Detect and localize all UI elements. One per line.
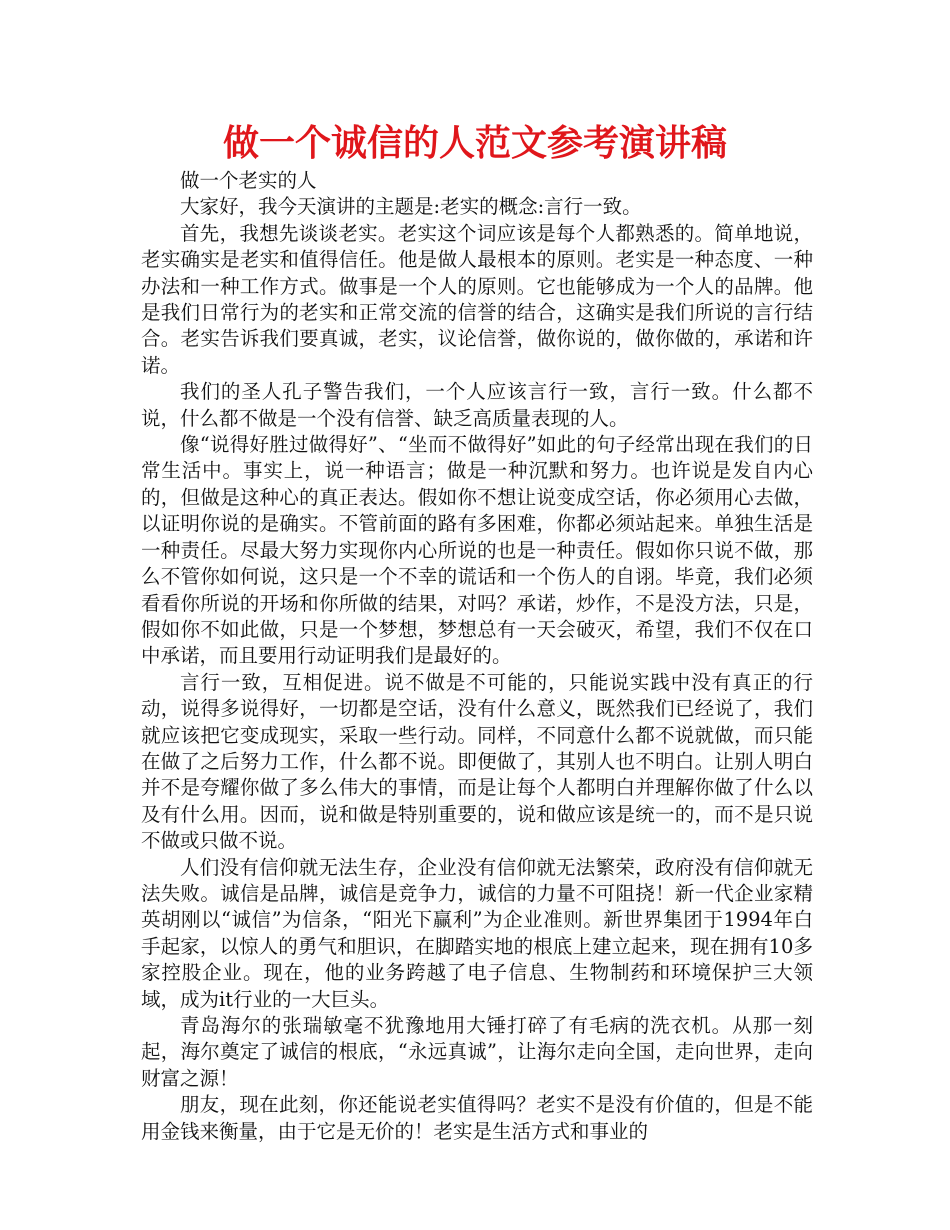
- document-title: 做一个诚信的人范文参考演讲稿: [222, 123, 727, 164]
- paragraph: 大家好，我今天演讲的主题是:老实的概念:言行一致。: [180, 195, 642, 219]
- paragraph: 青岛海尔的张瑞敏毫不犹豫地用大锤打碎了有毛病的洗衣机。从那一刻起，海尔奠定了诚信的根底，“永远真诚”，让海尔走向全国，走向世界，走向财富之源！: [141, 1014, 813, 1090]
- paragraph: 首先，我想先谈谈老实。老实这个词应该是每个人都熟悉的。简单地说，老实确实是老实和值得信任。他是做人最根本的原则。老实是一种态度、一种办法和一种工作方式。做事是一个人的原则。它也能够成为一个人的品牌。他是我们日常行为的老实和正常交流的信誉的结合，这确实是我们所说的言行结合。老实告诉我们要真诚，老实，议论信誉，做你说的，做你做的，承诺和许诺。: [141, 221, 813, 377]
- paragraph: 做一个老实的人: [180, 169, 317, 192]
- paragraph: 人们没有信仰就无法生存，企业没有信仰就无法繁荣，政府没有信仰就无法失败。诚信是品牌，诚信是竞争力，诚信的力量不可阻挠！新一代企业家精英胡刚以“诚信”为信条，“阳光下赢利”为企业准则。新世界集团于1994年白手起家，以惊人的勇气和胆识，在脚踏实地的根底上建立起来，现在拥有10多家控股企业。现在，他的业务跨越了电子信息、生物制药和环境保护三大领域，成为it行业的一大巨头。: [141, 855, 813, 1011]
- paragraph: 我们的圣人孔子警告我们，一个人应该言行一致，言行一致。什么都不说，什么都不做是一个没有信誉、缺乏高质量表现的人。: [141, 380, 813, 430]
- document-body: [141, 168, 813, 1145]
- paragraph: 朋友，现在此刻，你还能说老实值得吗？老实不是没有价值的，但是不能用金钱来衡量，由于它是无价的！老实是生活方式和事业的: [141, 1093, 813, 1143]
- paragraph: 言行一致，互相促进。说不做是不可能的，只能说实践中没有真正的行动，说得多说得好，一切都是空话，没有什么意义，既然我们已经说了，我们就应该把它变成现实，采取一些行动。同样，不同意什么都不说就做，而只能在做了之后努力工作，什么都不说。即便做了，其别人也不明白。让别人明白并不是夸耀你做了多么伟大的事情，而是让每个人都明白并理解你做了什么以及有什么用。因而，说和做是特别重要的，说和做应该是统一的，而不是只说不做或只做不说。: [141, 670, 813, 853]
- paragraph: 像“说得好胜过做得好”、“坐而不做得好”如此的句子经常出现在我们的日常生活中。事实上，说一种语言；做是一种沉默和努力。也许说是发自内心的，但做是这种心的真正表达。假如你不想让说变成空话，你必须用心去做，以证明你说的是确实。不管前面的路有多困难，你都必须站起来。单独生活是一种责任。尽最大努力实现你内心所说的也是一种责任。假如你只说不做，那么不管你如何说，这只是一个不幸的谎话和一个伤人的自诩。毕竟，我们必须看看你所说的开场和你所做的结果，对吗？承诺，炒作，不是没方法，只是，假如你不如此做，只是一个梦想，梦想总有一天会破灭，希望，我们不仅在口中承诺，而且要用行动证明我们是最好的。: [141, 433, 813, 668]
